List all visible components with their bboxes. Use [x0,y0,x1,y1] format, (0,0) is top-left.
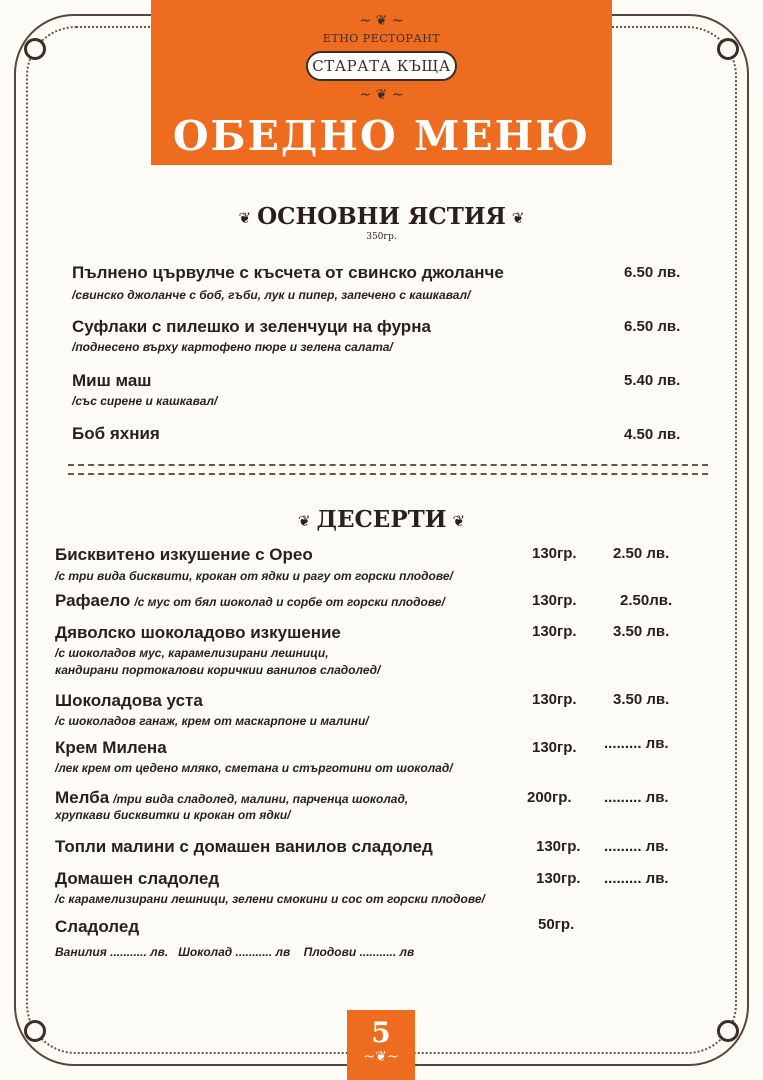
ornament-swirl-icon: ~ ❦ ~ [359,13,404,29]
dessert-weight: 200гр. [527,789,572,806]
dessert-weight: 130гр. [532,691,577,708]
section-title-main-courses [0,203,763,230]
dish-name: Суфлаки с пилешко и зеленчуци на фурна [72,317,431,336]
restaurant-logo [286,10,477,102]
dessert-price: ......... лв. [604,735,669,752]
logo-name: СТАРАТА КЪЩА [312,57,451,75]
portion-size: 350гр. [366,232,397,242]
dessert-description: /с карамелизирани лешници, зелени смокини и сос от горски плодове/ [55,892,485,906]
dessert-name: Рафаело [55,591,131,610]
dessert-price: ......... лв. [604,838,669,855]
dessert-weight: 130гр. [536,838,581,855]
logo-subtitle: ЕТНО РЕСТОРАНТ [322,32,441,45]
dessert-description: /с три вида бисквити, крокан от ядки и рагу от горски плодове/ [55,569,453,583]
dish-name: Боб яхния [72,424,160,443]
dish-price: 6.50 лв. [624,318,681,335]
dessert-weight: 50гр. [538,916,575,933]
dessert-price: 2.50 лв. [613,545,670,562]
dessert-description: кандирани портокалови коричкии ванилов сладолед/ [55,663,381,677]
ornament-swirl-icon: ❦ [238,209,252,227]
dessert-price: 3.50 лв. [613,623,670,640]
header-banner [151,0,612,165]
dessert-price: 3.50 лв. [613,691,670,708]
dish-price: 5.40 лв. [624,372,681,389]
logo-plate [306,51,457,81]
dessert-name: Крем Милена [55,738,167,757]
dish-price: 6.50 лв. [624,264,681,281]
dessert-price: 2.50лв. [620,592,673,609]
dessert-name: Мелба [55,788,110,807]
page-number-box [347,1010,415,1080]
section-title-text: ДЕСЕРТИ [316,506,447,533]
dessert-line [55,591,445,611]
dish-description: /поднесено върху картофено пюре и зелена салата/ [72,340,393,354]
section-title-desserts [0,506,763,533]
dish-price: 4.50 лв. [624,426,681,443]
dessert-description: /лек крем от цедено мляко, сметана и стърготини от шоколад/ [55,761,453,775]
dessert-name: Бисквитено изкушение с Орео [55,545,313,564]
dish-name: Миш маш [72,371,152,390]
dessert-weight: 130гр. [532,623,577,640]
section-divider [68,464,708,475]
dessert-weight: 130гр. [532,592,577,609]
dessert-name: Сладолед [55,917,140,936]
ornament-swirl-icon: ~❦~ [363,1049,399,1065]
corner-ring-icon [717,1020,739,1042]
dessert-line [55,788,408,808]
dessert-name: Шоколадова уста [55,691,203,710]
corner-ring-icon [717,38,739,60]
ornament-swirl-icon: ❦ [511,209,525,227]
dessert-weight: 130гр. [532,739,577,756]
dessert-description: /с шоколадов ганаж, крем от маскарпоне и малини/ [55,714,369,728]
dessert-weight: 130гр. [532,545,577,562]
dish-description: /със сирене и кашкавал/ [72,394,218,408]
dessert-description: /с мус от бял шоколад и сорбе от горски плодове/ [134,595,445,609]
dessert-description: /с шоколадов мус, карамелизирани лешници, [55,646,329,660]
dessert-name: Дяволско шоколадово изкушение [55,623,341,642]
ornament-swirl-icon: ❦ [452,512,466,530]
dish-description: /свинско джоланче с боб, гъби, лук и пипер, запечено с кашкавал/ [72,288,471,302]
corner-ring-icon [24,38,46,60]
dessert-name: Домашен сладолед [55,869,220,888]
section-title-text: ОСНОВНИ ЯСТИЯ [257,203,506,230]
corner-ring-icon [24,1020,46,1042]
dessert-weight: 130гр. [536,870,581,887]
menu-title: ОБЕДНО МЕНЮ [172,112,591,160]
dessert-name: Топли малини с домашен ванилов сладолед [55,837,433,856]
dessert-description: /три вида сладолед, малини, парченца шоколад, [113,792,409,806]
ornament-swirl-icon: ~ ❦ ~ [359,87,404,103]
ice-cream-flavors: Ванилия ........... лв. Шоколад ........... лв Плодови ........... лв [55,945,415,959]
dessert-description: хрупкави бисквитки и крокан от ядки/ [55,808,291,822]
dessert-price: ......... лв. [604,789,669,806]
dessert-price: ......... лв. [604,870,669,887]
dish-name: Пълнено цървулче с късчета от свинско джоланче [72,263,504,282]
ornament-swirl-icon: ❦ [297,512,311,530]
page-number: 5 [371,1016,391,1049]
